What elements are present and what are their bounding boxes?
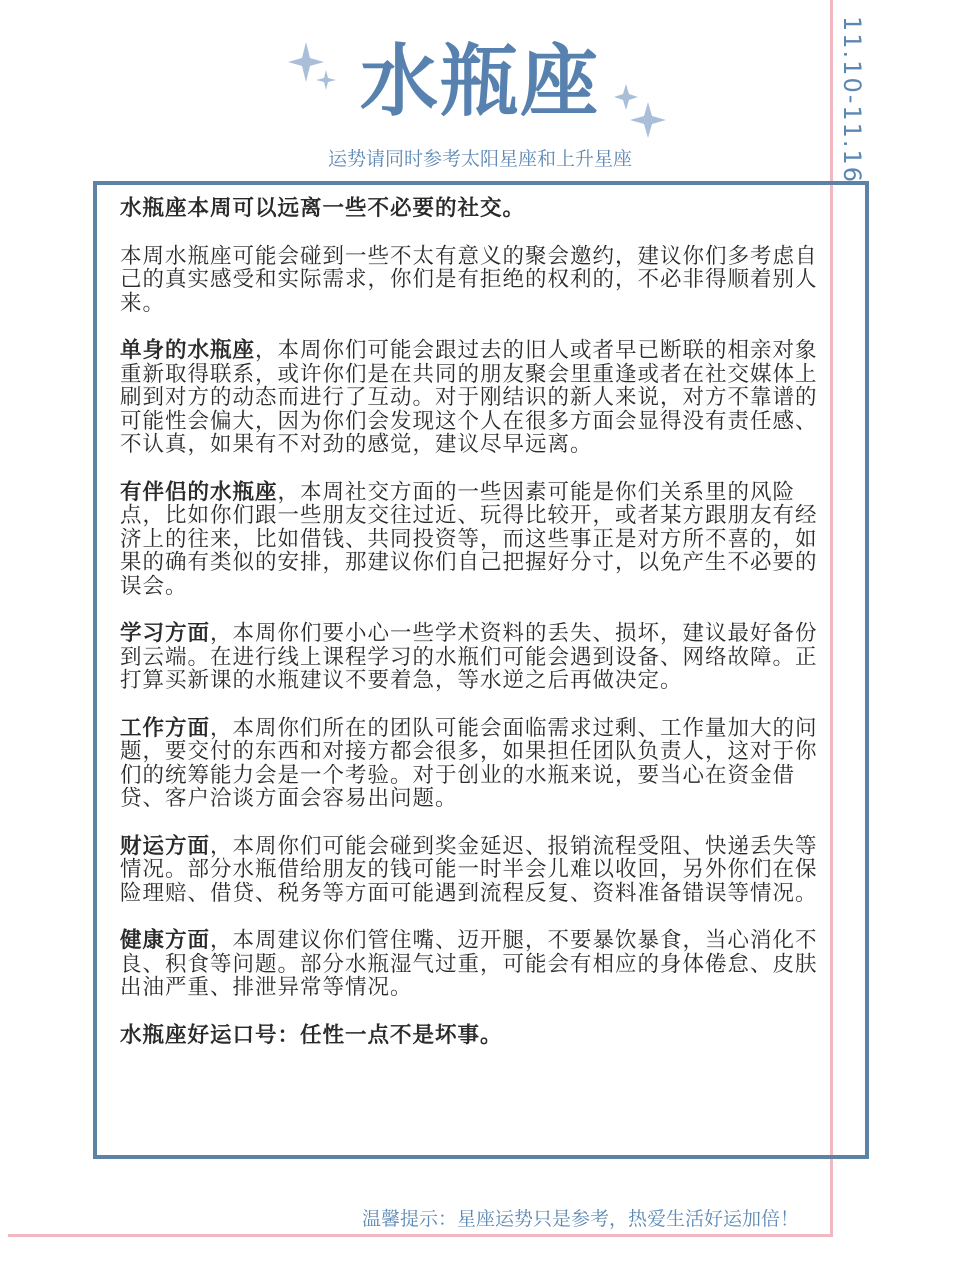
paragraph-lead: 健康方面 <box>120 928 211 953</box>
paragraph-work <box>120 717 818 811</box>
paragraph-single <box>120 339 818 457</box>
horoscope-content <box>120 197 818 1071</box>
paragraph-text: ，本周你们可能会跟过去的旧人或者早已断联的相亲对象重新取得联系，或许你们是在共同的朋友聚会里重逢或者在社交媒体上刷到对方的动态而进行了互动。对于刚结识的新人来说，对方不靠谱的可能性会偏大，因为你们会发现这个人在很多方面会显得没有责任感、不认真，如果有不对劲的感觉，建议尽早远离。 <box>120 338 818 457</box>
paragraph-text: 本周水瓶座可能会碰到一些不太有意义的聚会邀约，建议你们多考虑自己的真实感受和实际需求，你们是有拒绝的权利的，不必非得顺着别人来。 <box>120 243 818 316</box>
date-range: 11.10-11.16 <box>838 16 866 185</box>
paragraph-text: ，本周你们要小心一些学术资料的丢失、损坏，建议最好备份到云端。在进行线上课程学习的水瓶们可能会遇到设备、网络故障。正打算买新课的水瓶建议不要着急，等水逆之后再做决定。 <box>120 621 818 693</box>
paragraph-general <box>120 245 818 316</box>
paragraph-partnered <box>120 481 818 599</box>
paragraph-lead: 学习方面 <box>120 621 211 646</box>
paragraph-study <box>120 622 818 693</box>
paragraph-lead: 单身的水瓶座 <box>120 338 256 363</box>
sparkle-left-icon <box>286 40 342 96</box>
slogan-line: 水瓶座好运口号：任性一点不是坏事。 <box>120 1022 503 1048</box>
paragraph-lead: 工作方面 <box>120 715 211 741</box>
sparkle-right-icon <box>612 82 668 138</box>
paragraph-text: ，本周你们可能会碰到奖金延迟、报销流程受阻、快递丢失等情况。部分水瓶借给朋友的钱可能一时半会儿难以收回，另外你们在保险理赔、借贷、税务等方面可能遇到流程反复、资料准备错误等情况。 <box>120 833 818 906</box>
paragraph-text: ，本周你们所在的团队可能会面临需求过剩、工作量加大的问题，要交付的东西和对接方都会很多，如果担任团队负责人，这对于你们的统筹能力会是一个考验。对于创业的水瓶来说，要当心在资金借贷、客户洽谈方面会容易出问题。 <box>120 715 818 811</box>
pink-horizontal-line <box>8 1234 833 1237</box>
paragraph-health <box>120 929 818 1000</box>
paragraph-text: ，本周社交方面的一些因素可能是你们关系里的风险点，比如你们跟一些朋友交往过近、玩得比较开，或者某方跟朋友有经济上的往来，比如借钱、共同投资等，而这些事正是对方所不喜的，如果的确有类似的安排，那建议你们自己把握好分寸，以免产生不必要的误会。 <box>120 479 818 599</box>
subtitle: 运势请同时参考太阳星座和上升星座 <box>327 148 632 170</box>
footer-tip: 温馨提示：星座运势只是参考，热爱生活好运加倍！ <box>362 1208 800 1230</box>
paragraph-lead: 财运方面 <box>120 833 211 859</box>
paragraph-text: ，本周建议你们管住嘴、迈开腿，不要暴饮暴食，当心消化不良、积食等问题。部分水瓶湿气过重，可能会有相应的身体倦怠、皮肤出油严重、排泄异常等情况。 <box>120 928 818 1000</box>
paragraph-lead: 有伴侣的水瓶座 <box>120 479 278 505</box>
page-title: 水瓶座 <box>359 37 600 127</box>
intro-line: 水瓶座本周可以远离一些不必要的社交。 <box>120 196 526 221</box>
paragraph-finance <box>120 835 818 906</box>
